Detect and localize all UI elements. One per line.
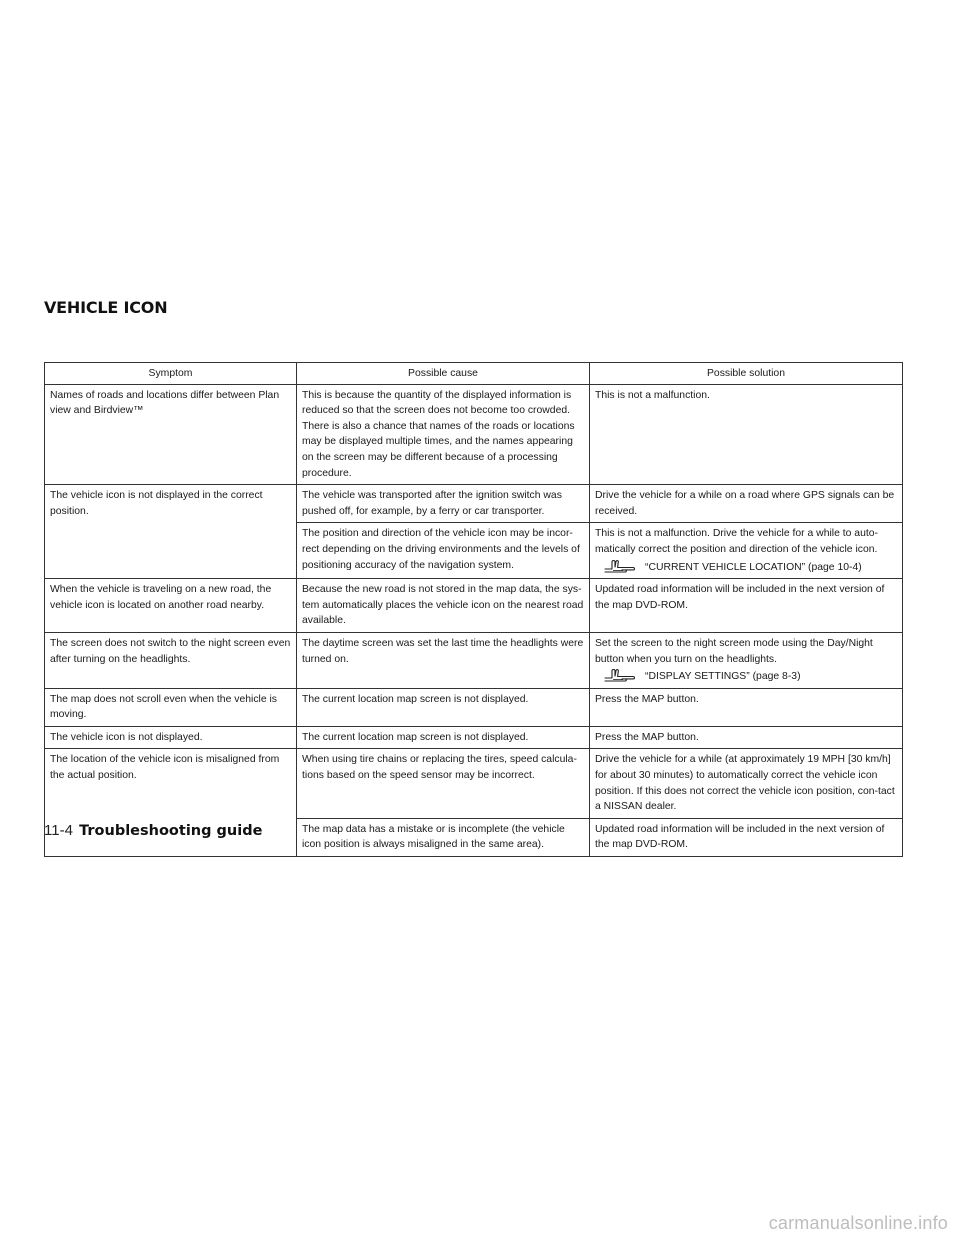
solution-cell: Updated road information will be included in the next version of the map DVD-ROM.	[590, 579, 903, 633]
section-title: VEHICLE ICON	[44, 298, 168, 317]
cause-cell: The map data has a mistake or is incomplete (the vehicle icon position is always misaligned in the same area).	[297, 818, 590, 856]
solution-text: This is not a malfunction. Drive the vehicle for a while to auto-matically correct the position and direction of the vehicle icon.	[595, 528, 878, 555]
cause-cell: When using tire chains or replacing the tires, speed calcula-tions based on the speed sensor may be incorrect.	[297, 749, 590, 818]
table-row	[45, 485, 903, 523]
solution-cell	[590, 632, 903, 688]
solution-cell: This is not a malfunction.	[590, 384, 903, 485]
page-footer	[44, 822, 262, 839]
cause-cell: The current location map screen is not displayed.	[297, 688, 590, 726]
pointing-hand-icon	[603, 667, 641, 682]
table-row	[45, 384, 903, 485]
cause-cell: The current location map screen is not displayed.	[297, 726, 590, 749]
header-possible-solution: Possible solution	[590, 363, 903, 385]
solution-cell: Press the MAP button.	[590, 726, 903, 749]
watermark: carmanualsonline.info	[768, 1213, 948, 1233]
solution-cell: Drive the vehicle for a while on a road where GPS signals can be received.	[590, 485, 903, 523]
symptom-cell: Names of roads and locations differ between Plan view and Birdview™	[45, 384, 297, 485]
reference-text: “CURRENT VEHICLE LOCATION” (page 10-4)	[645, 561, 862, 573]
table-row	[45, 688, 903, 726]
symptom-cell: The vehicle icon is not displayed in the correct position.	[45, 485, 297, 579]
solution-cell	[590, 523, 903, 579]
page-number: 11-4	[44, 822, 73, 839]
symptom-cell: The screen does not switch to the night screen even after turning on the headlights.	[45, 632, 297, 688]
solution-text: Set the screen to the night screen mode using the Day/Night button when you turn on the headlights.	[595, 637, 873, 665]
symptom-cell: The location of the vehicle icon is misaligned from the actual position.	[45, 749, 297, 857]
cause-cell: The vehicle was transported after the ignition switch was pushed off, for example, by a ferry or car transporter.	[297, 485, 590, 523]
page-reference	[595, 558, 897, 576]
cause-cell: Because the new road is not stored in the map data, the sys-tem automatically places the vehicle icon on the nearest road available.	[297, 579, 590, 633]
pointing-hand-icon	[603, 558, 641, 573]
solution-cell: Drive the vehicle for a while (at approximately 19 MPH [30 km/h] for about 30 minutes) to automatically correct the vehicle icon position. If this does not correct the vehicle icon position, con-tact a NISSAN dealer.	[590, 749, 903, 818]
table-row	[45, 632, 903, 688]
header-symptom: Symptom	[45, 363, 297, 385]
symptom-cell: The map does not scroll even when the vehicle is moving.	[45, 688, 297, 726]
troubleshooting-table	[44, 362, 903, 857]
page-reference	[595, 667, 897, 685]
solution-cell: Press the MAP button.	[590, 688, 903, 726]
header-possible-cause: Possible cause	[297, 363, 590, 385]
table-row	[45, 749, 903, 818]
table-row	[45, 579, 903, 633]
solution-cell: Updated road information will be included in the next version of the map DVD-ROM.	[590, 818, 903, 856]
symptom-cell: The vehicle icon is not displayed.	[45, 726, 297, 749]
symptom-cell: When the vehicle is traveling on a new road, the vehicle icon is located on another road nearby.	[45, 579, 297, 633]
chapter-title: Troubleshooting guide	[79, 823, 263, 839]
table-header-row	[45, 363, 903, 385]
cause-cell: The position and direction of the vehicle icon may be incor-rect depending on the driving environments and the levels of positioning accuracy of the navigation system.	[297, 523, 590, 579]
table-row	[45, 726, 903, 749]
reference-text: “DISPLAY SETTINGS” (page 8-3)	[645, 671, 801, 683]
cause-cell: The daytime screen was set the last time the headlights were turned on.	[297, 632, 590, 688]
cause-cell: This is because the quantity of the displayed information is reduced so that the screen does not become too crowded. There is also a chance that names of the roads or locations may be displayed multiple times, and the names appearing on the screen may be different because of a processing procedure.	[297, 384, 590, 485]
